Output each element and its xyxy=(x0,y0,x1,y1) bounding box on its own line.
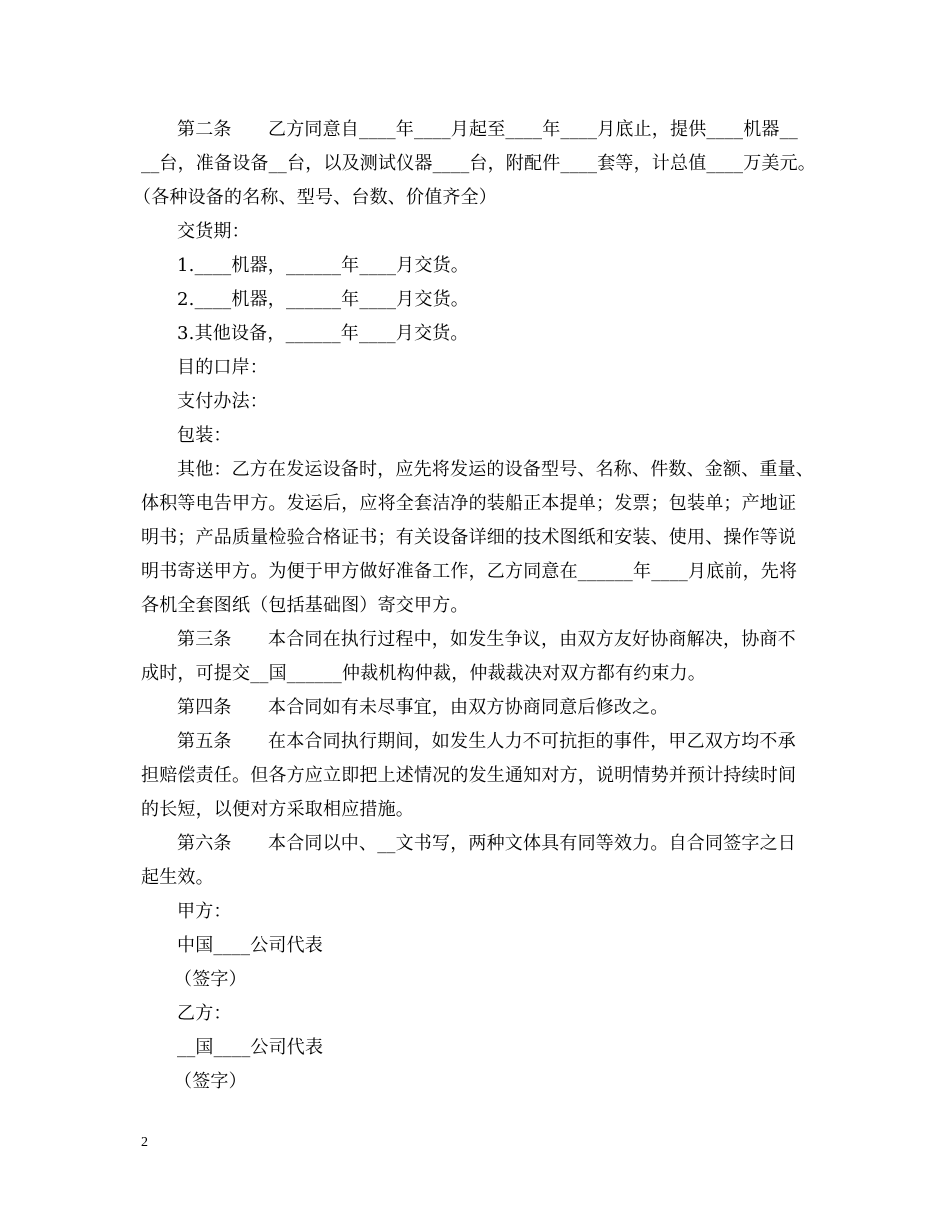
other-line-3: 明书；产品质量检验合格证书；有关设备详细的技术图纸和安装、使用、操作等说 xyxy=(141,527,797,548)
clause-5-line-2: 担赔偿责任。但各方应立即把上述情况的发生通知对方，说明情势并预计持续时间 xyxy=(141,765,797,786)
other-line-2: 体积等电告甲方。发运后，应将全套洁净的装船正本提单；发票；包装单；产地证 xyxy=(141,493,797,514)
clause-4: 第四条 本合同如有未尽事宜，由双方协商同意后修改之。 xyxy=(177,697,669,718)
delivery-item-2: 2.____机器，______年____月交货。 xyxy=(177,289,469,310)
other-line-4: 明书寄送甲方。为便于甲方做好准备工作，乙方同意在______年____月底前，先将 xyxy=(141,561,798,582)
payment-method: 支付办法： xyxy=(177,391,268,412)
clause-3-line-2: 成时，可提交__国______仲裁机构仲裁，仲裁裁决对双方都有约束力。 xyxy=(141,663,706,684)
delivery-item-3: 3.其他设备，______年____月交货。 xyxy=(177,323,469,344)
destination-port: 目的口岸： xyxy=(177,357,268,378)
party-a-label: 甲方： xyxy=(177,901,232,922)
clause-3-line-1: 第三条 本合同在执行过程中，如发生争议，由双方友好协商解决，协商不 xyxy=(177,629,796,650)
party-b-label: 乙方： xyxy=(177,1003,232,1024)
packaging: 包装： xyxy=(177,425,232,446)
delivery-item-1: 1.____机器，______年____月交货。 xyxy=(177,255,469,276)
party-a-representative: 中国____公司代表 xyxy=(177,935,323,956)
delivery-heading: 交货期： xyxy=(177,221,250,242)
clause-6-line-2: 起生效。 xyxy=(141,867,214,888)
clause-5-line-1: 第五条 在本合同执行期间，如发生人力不可抗拒的事件，甲乙双方均不承 xyxy=(177,731,796,752)
party-a-signature: （签字） xyxy=(174,969,247,990)
clause-2-line-2: __台，准备设备__台，以及测试仪器____台，附配件____套等，计总值____万美元。 xyxy=(141,153,816,174)
clause-5-line-3: 的长短，以便对方采取相应措施。 xyxy=(141,799,414,820)
page-number: 2 xyxy=(141,1135,148,1150)
other-line-5: 各机全套图纸（包括基础图）寄交甲方。 xyxy=(141,595,469,616)
clause-6-line-1: 第六条 本合同以中、__文书写，两种文体具有同等效力。自合同签字之日 xyxy=(177,833,796,854)
party-b-representative: __国____公司代表 xyxy=(177,1037,324,1058)
clause-2-line-1: 第二条 乙方同意自____年____月起至____年____月底止，提供____机器__ xyxy=(177,119,798,140)
party-b-signature: （签字） xyxy=(174,1071,247,1092)
other-line-1: 其他：乙方在发运设备时，应先将发运的设备型号、名称、件数、金额、重量、 xyxy=(177,459,814,480)
clause-2-line-3: （各种设备的名称、型号、台数、价值齐全） xyxy=(133,187,497,208)
